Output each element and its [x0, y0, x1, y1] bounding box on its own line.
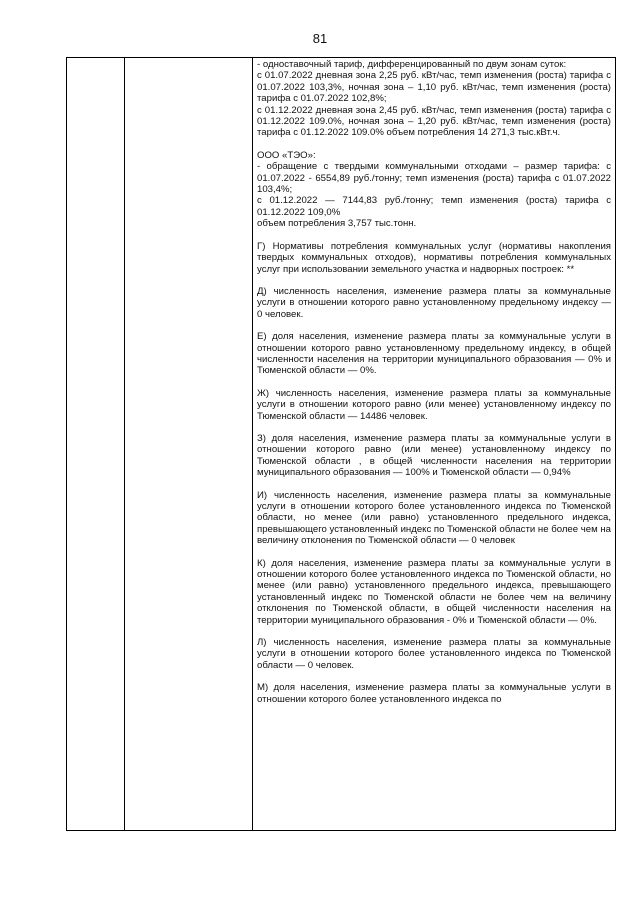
paragraph-g	[257, 241, 611, 275]
paragraph-teo-waste-tariff	[257, 150, 611, 230]
text-line: И) численность населения, изменение размера платы за коммунальные услуги в отношении которого более установленного индекса по Тюменской области, но менее (или равно) установленного предельного индекса, превышающего установленный индекс по Тюменской области не более чем на величину отклонения по Тюменской области — 0 человек	[257, 489, 611, 547]
paragraph-i	[257, 490, 611, 547]
text-line: - обращение с твердыми коммунальными отходами – размер тарифа: с 01.07.2022 - 6554,89 руб./тонну; темп изменения (роста) тарифа с 01.07.2022 103,4%;	[257, 161, 611, 196]
table-cell-content	[257, 59, 611, 716]
text-line: Ж) численность населения, изменение размера платы за коммунальные услуги в отношении которого равно (или менее) установленному индексу по Тюменской области — 14486 человек.	[257, 387, 611, 422]
paragraph-l	[257, 637, 611, 671]
text-line: М) доля населения, изменение размера платы за коммунальные услуги в отношении которого более установленного индекса по	[257, 682, 611, 705]
text-line: Е) доля населения, изменение размера платы за коммунальные услуги в отношении которого равно установленному предельному индексу, в общей численности населения на территории муниципального образования — 0% и Тюменской области — 0%.	[257, 331, 611, 377]
table-column-divider-1	[124, 58, 125, 830]
paragraph-k	[257, 558, 611, 626]
paragraph-zh	[257, 388, 611, 422]
text-line: с 01.07.2022 дневная зона 2,25 руб. кВт/час, темп изменения (роста) тарифа с 01.07.2022 103,3%, ночная зона – 1,10 руб. кВт/час, темп изменения (роста) тарифа с 01.07.2022 102,8%;	[257, 70, 611, 105]
paragraph-z	[257, 433, 611, 479]
page-number: 81	[312, 31, 328, 46]
text-line: - одноставочный тариф, дифференцированный по двум зонам суток:	[257, 59, 567, 70]
text-line: с 01.12.2022 — 7144,83 руб./тонну; темп изменения (роста) тарифа с 01.12.2022 109,0%	[257, 195, 611, 218]
text-line: Д) численность населения, изменение размера платы за коммунальные услуги в отношении которого равно установленному предельному индексу — 0 человек.	[257, 285, 611, 320]
paragraph-electricity-tariff	[257, 59, 611, 139]
table-column-divider-2	[252, 58, 253, 830]
document-table	[66, 57, 616, 831]
text-line: Г) Нормативы потребления коммунальных услуг (нормативы накопления твердых коммунальных отходов), нормативы потребления коммунальных услуг при использовании земельного участка и надворных построек: **	[257, 240, 611, 275]
text-line: ООО «ТЭО»:	[257, 149, 316, 161]
paragraph-m	[257, 682, 611, 705]
text-line: Л) численность населения, изменение размера платы за коммунальные услуги в отношении которого более установленного индекса по Тюменской области — 0 человек.	[257, 637, 611, 671]
text-line: К) доля населения, изменение размера платы за коммунальные услуги в отношении которого более установленного индекса по Тюменской области, но менее (или равно) установленного предельного индекса, превышающего установленный индекс по Тюменской области не более чем на величину отклонения по Тюменской области, в общей численности населения на территории муниципального образования - 0% и Тюменской области — 0%.	[257, 557, 611, 626]
text-line: с 01.12.2022 дневная зона 2,45 руб. кВт/час, темп изменения (роста) тарифа с 01.12.2022 109.0%, ночная зона – 1,20 руб. кВт/час, темп изменения (роста) тарифа с 01.12.2022 109.0% объем потребления 14 271,3 тыс.кВт.ч.	[257, 104, 611, 139]
paragraph-d	[257, 286, 611, 320]
text-line: З) доля населения, изменение размера платы за коммунальные услуги в отношении которого равно (или менее) установленному индексу по Тюменской области , в общей численности населения на территории муниципального образования — 100% и Тюменской области — 0,94%	[257, 432, 611, 479]
paragraph-e	[257, 331, 611, 377]
text-line: объем потребления 3,757 тыс.тонн.	[257, 218, 417, 230]
